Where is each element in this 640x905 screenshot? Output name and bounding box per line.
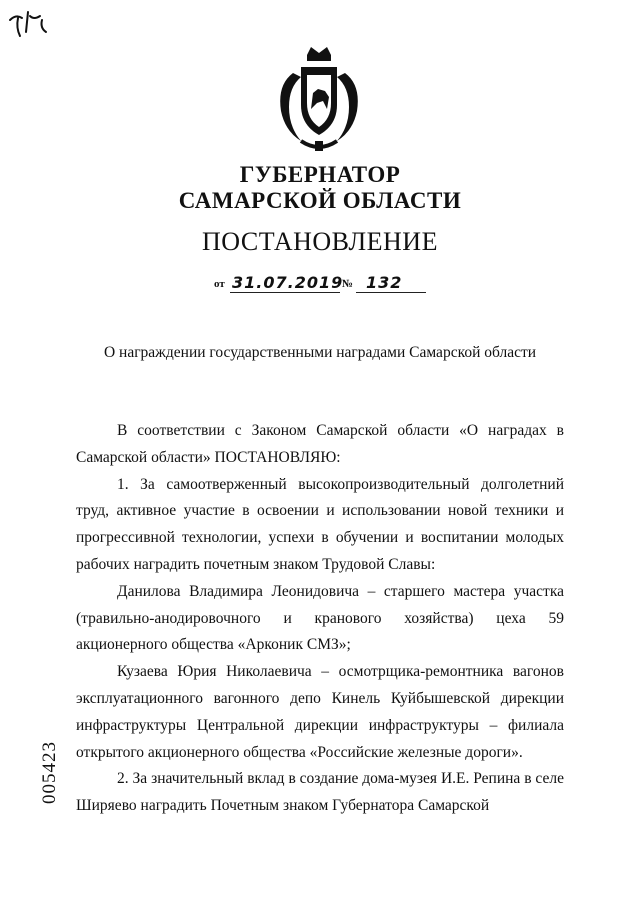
governor-title: ГУБЕРНАТОР [239,162,401,187]
date-value: 31.07.2019 [232,273,344,292]
samara-coat-of-arms-icon [271,45,367,155]
date-number-line [214,270,454,294]
margin-registration-number: 005423 [39,741,60,804]
clause-2-paragraph: 2. За значительный вклад в создание дома-музея И.Е. Репина в селе Ширяево наградить Почетным знаком Губернатора Самарской [76,770,564,815]
awardee-paragraph: Данилова Владимира Леонидовича – старшего мастера участка (травильно-анодировочного и кранового хозяйства) цеха 59 акционерного общества «Арконик СМЗ»; [76,582,564,654]
clause-1-paragraph: 1. За самоотверженный высокопроизводительный долголетний труд, активное участие в освоении и использовании новой техники и прогрессивной технологии, успехи в обучении и воспитании молодых рабочих наградить почетным знаком Трудовой Славы: [76,475,564,573]
number-underline [356,292,426,293]
awardee-paragraph: Кузаева Юрия Николаевича – осмотрщика-ремонтника вагонов эксплуатационного вагонного депо Кинель Куйбышевской дирекции инфраструктуры Центральной дирекции инфраструктуры – филиала открытого акционерного общества «Российские железные дороги». [76,663,564,761]
document-type: ПОСТАНОВЛЕНИЕ [202,227,438,256]
document-subject: О награждении государственными наградами Самарской области [103,344,537,361]
handwritten-mark-icon [6,6,54,46]
number-value: 132 [366,273,403,292]
region-title: САМАРСКОЙ ОБЛАСТИ [178,188,462,213]
date-prefix: от [214,278,225,290]
number-prefix: № [342,278,354,290]
preamble-paragraph: В соответствии с Законом Самарской области «О наградах в Самарской области» ПОСТАНОВЛЯЮ: [76,422,564,466]
document-body [76,418,564,820]
date-underline [230,292,340,293]
